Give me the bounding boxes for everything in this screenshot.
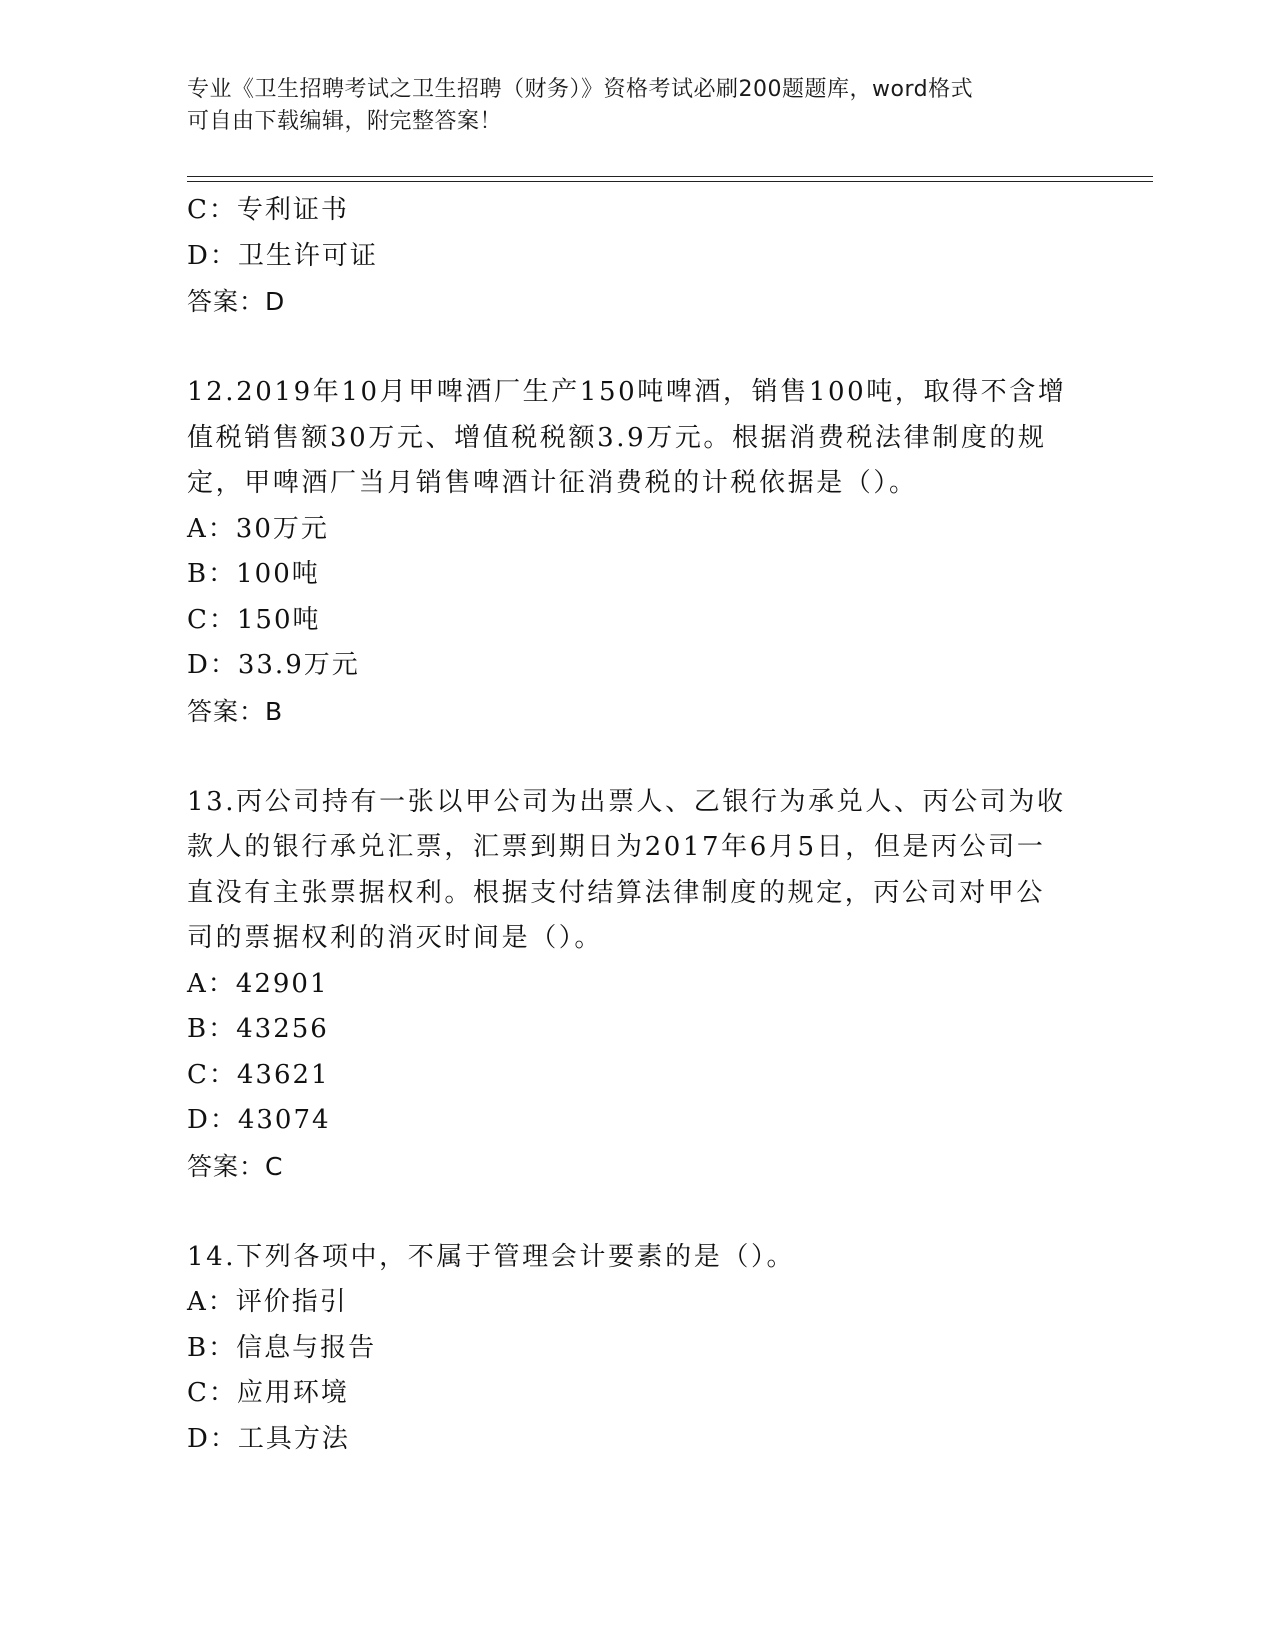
spacer (187, 325, 1087, 371)
option-d: D：工具方法 (187, 1423, 350, 1454)
option-d: D：43074 (187, 1105, 331, 1135)
document-header (187, 74, 1067, 138)
option-d: D：33.9万元 (187, 650, 360, 680)
header-rule-bottom (187, 181, 1153, 182)
question-list (187, 188, 1087, 1462)
header-title-line-2: 可自由下载编辑，附完整答案！ (187, 109, 503, 134)
option-c: C：43621 (187, 1059, 330, 1090)
question-14 (187, 1235, 1087, 1463)
option-b: B：信息与报告 (187, 1332, 377, 1363)
question-13 (187, 780, 1087, 1190)
option-a: A：42901 (187, 968, 329, 999)
option-d: D：卫生许可证 (187, 240, 378, 271)
option-c: C：应用环境 (187, 1378, 349, 1408)
question-stem: 12.2019年10月甲啤酒厂生产150吨啤酒，销售100吨，取得不含增值税销售额30万元、增值税税额3.9万元。根据消费税法律制度的规定，甲啤酒厂当月销售啤酒计征消费税的计税依据是（）。 (187, 377, 1067, 498)
question-stem: 14.下列各项中，不属于管理会计要素的是（）。 (187, 1241, 796, 1272)
answer-line: 答案：B (187, 696, 284, 726)
spacer (187, 734, 1087, 780)
spacer (187, 1189, 1087, 1235)
option-c: C：专利证书 (187, 195, 349, 225)
answer-line: 答案：C (187, 1151, 284, 1181)
option-c: C：150吨 (187, 604, 321, 635)
question-12 (187, 370, 1087, 734)
option-a: A：评价指引 (187, 1287, 348, 1317)
question-11-tail (187, 188, 1087, 325)
answer-line: 答案：D (187, 287, 286, 316)
option-b: B：100吨 (187, 559, 320, 589)
question-stem: 13.丙公司持有一张以甲公司为出票人、乙银行为承兑人、丙公司为收款人的银行承兑汇票，汇票到期日为2017年6月5日，但是丙公司一直没有主张票据权利。根据支付结算法律制度的规定，丙公司对甲公司的票据权利的消灭时间是（）。 (187, 786, 1066, 953)
header-rule-top (187, 176, 1153, 177)
option-a: A：30万元 (187, 513, 329, 544)
option-b: B：43256 (187, 1014, 329, 1044)
header-title-line-1: 专业《卫生招聘考试之卫生招聘（财务）》资格考试必刷200题题库，word格式 (187, 77, 974, 102)
